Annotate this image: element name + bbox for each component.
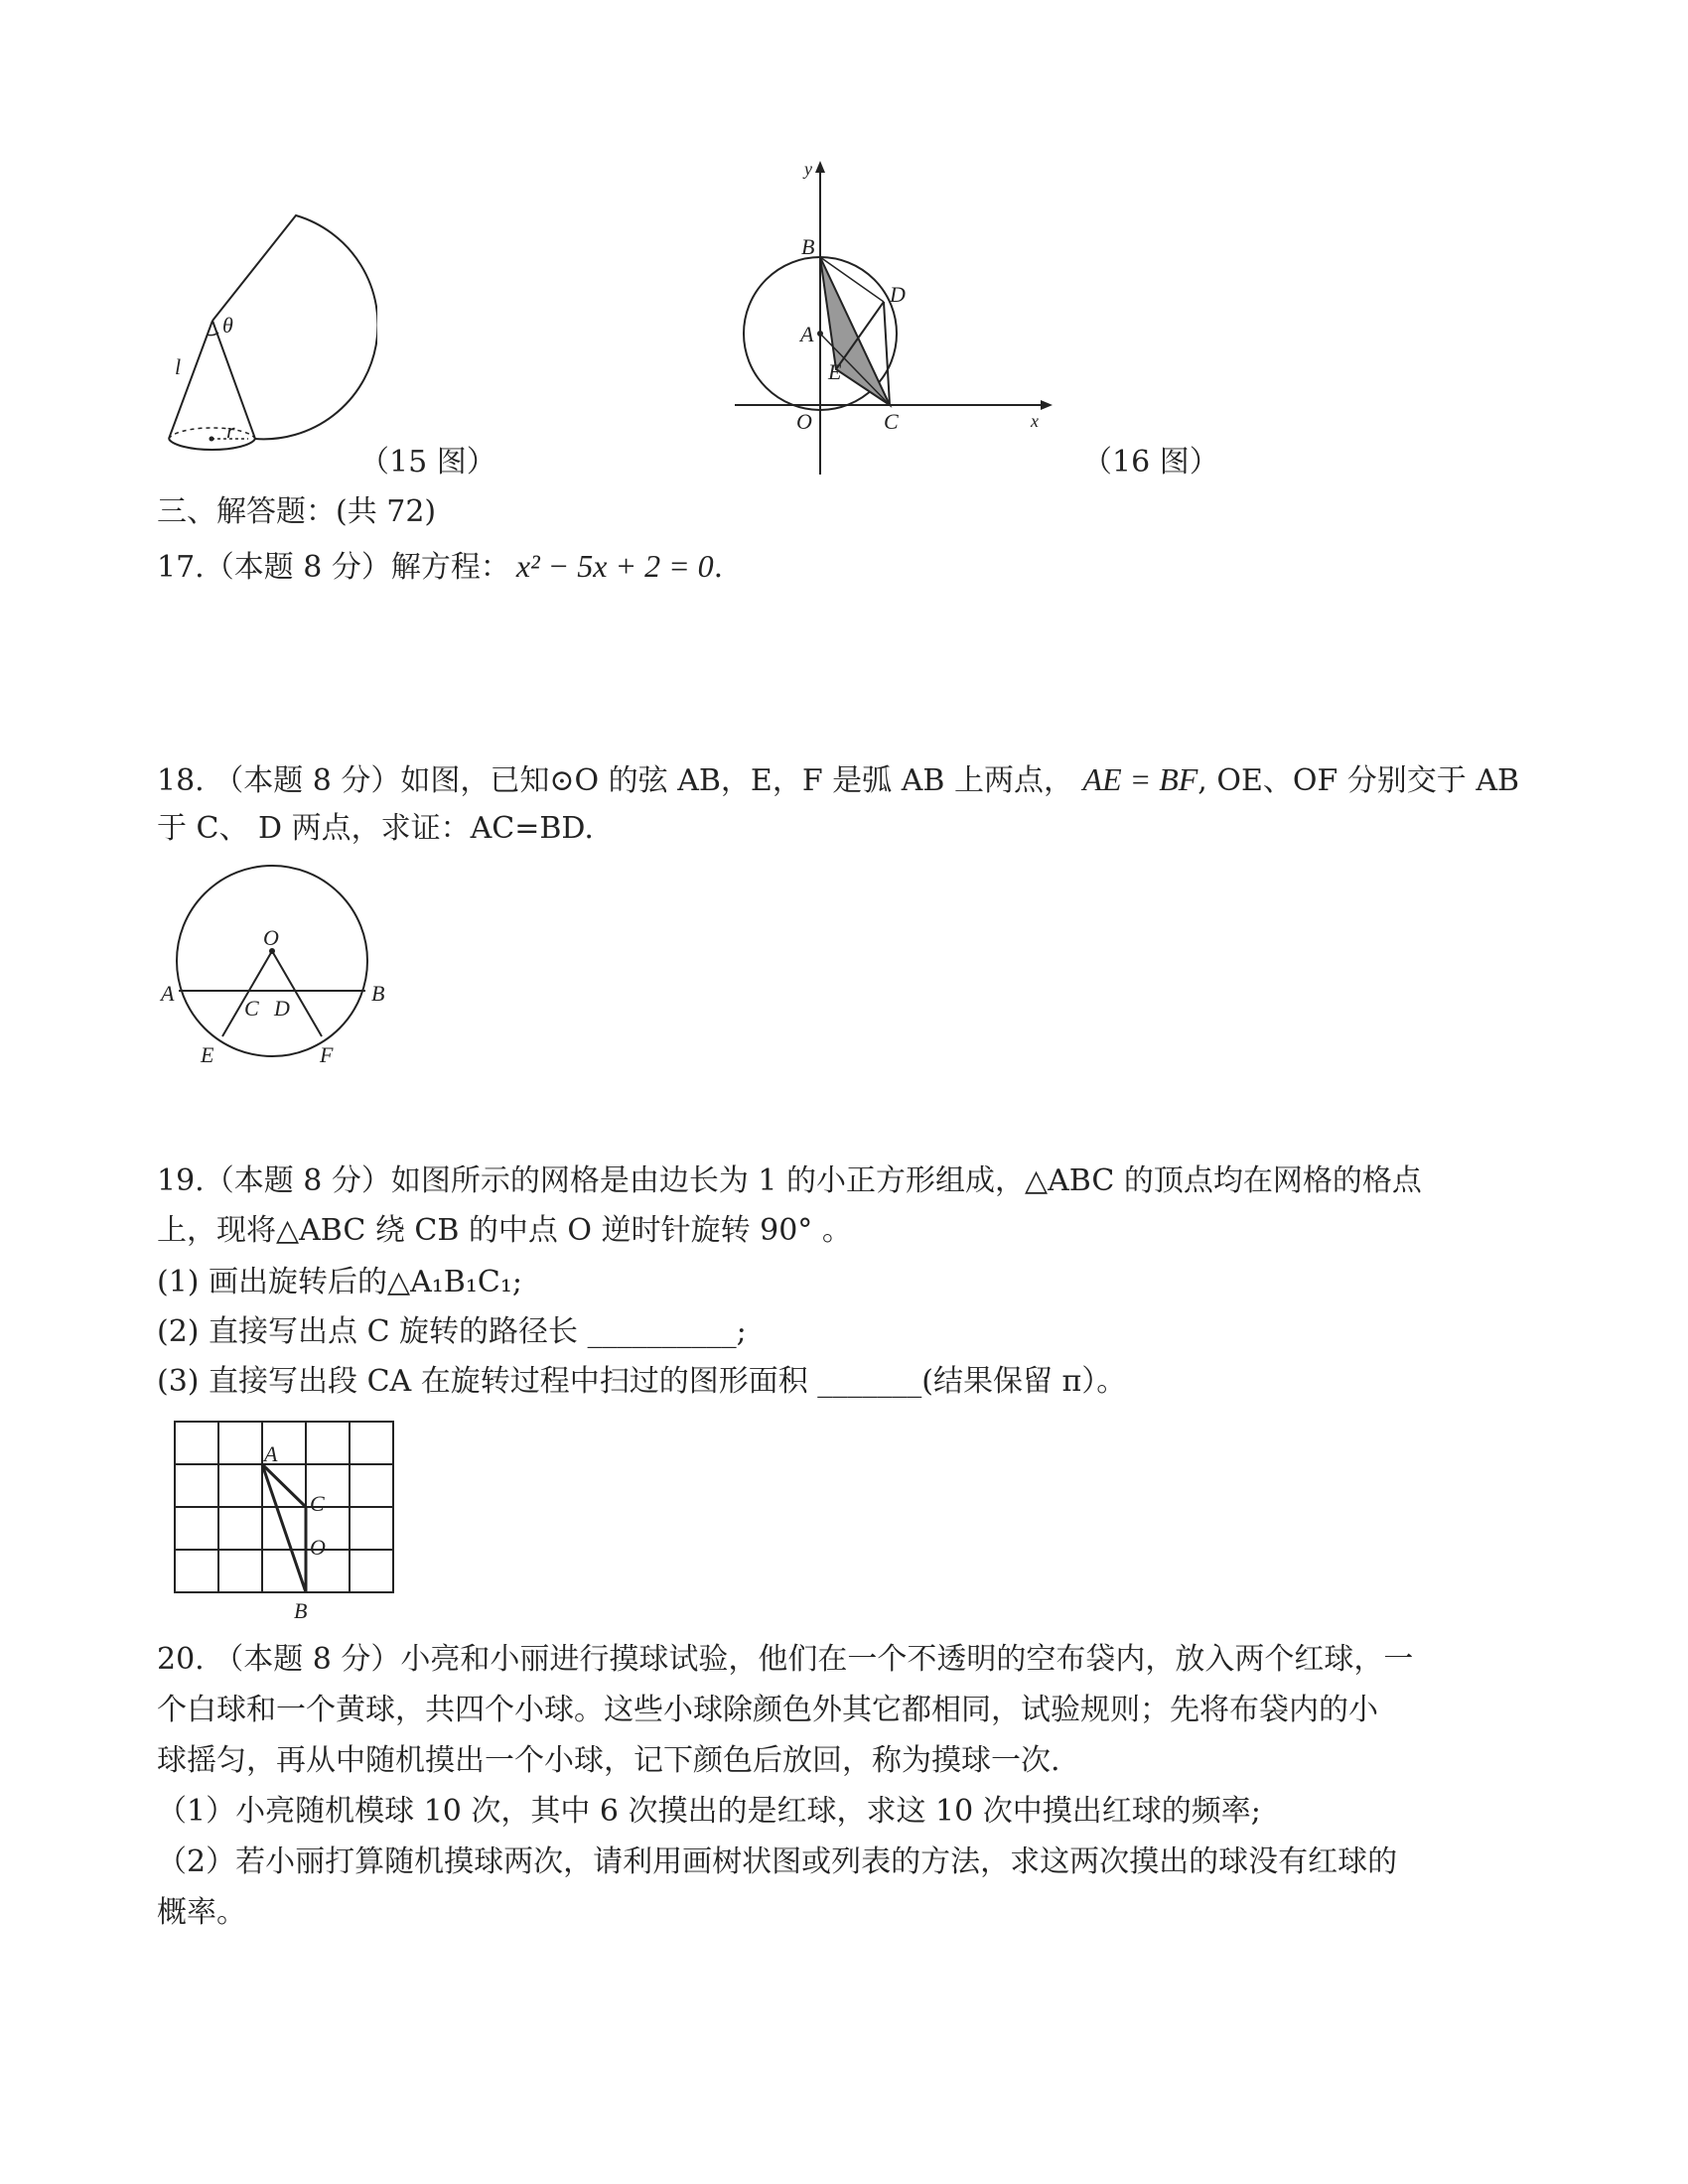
label-E: E	[828, 359, 842, 384]
question-20-item3: 概率。	[157, 1895, 246, 1930]
label-D: D	[890, 282, 906, 307]
question-20-item2: （2）若小丽打算随机摸球两次，请利用画树状图或列表的方法，求这两次摸出的球没有红球的	[157, 1844, 1398, 1879]
label-C: C	[310, 1491, 325, 1516]
question-20-item1: （1）小亮随机模球 10 次，其中 6 次摸出的是红球，求这 10 次中摸出红球的频率;	[157, 1794, 1261, 1829]
label-D: D	[274, 996, 290, 1021]
label-A: A	[161, 981, 175, 1006]
label-A: A	[800, 322, 814, 346]
label-F: F	[320, 1042, 334, 1067]
question-19-item1: (1) 画出旋转后的△A₁B₁C₁;	[157, 1265, 522, 1299]
figure-19-grid	[167, 1410, 405, 1628]
q18-line1b: , OE、OF 分别交于 AB	[1197, 763, 1520, 798]
question-18-line1	[157, 759, 1519, 801]
question-19-line2: 上，现将△ABC 绕 CB 的中点 O 逆时针旋转 90° 。	[157, 1213, 852, 1248]
label-r: r	[226, 418, 235, 443]
figure-16-caption: （16 图）	[1082, 445, 1219, 479]
label-C: C	[884, 409, 899, 434]
label-C: C	[244, 996, 259, 1021]
question-19-item2: (2) 直接写出点 C 旋转的路径长 __________;	[157, 1314, 747, 1349]
figure-15-cone	[149, 204, 377, 472]
label-E: E	[201, 1042, 214, 1067]
label-O: O	[310, 1535, 326, 1560]
figure-18-circle	[159, 862, 397, 1080]
label-O: O	[796, 409, 812, 434]
label-A: A	[264, 1441, 278, 1466]
question-17	[157, 546, 723, 588]
q17-prefix: 17.（本题 8 分）解方程：	[157, 550, 510, 585]
label-l: l	[175, 354, 182, 379]
q17-suffix: .	[713, 550, 724, 585]
question-18-line2: 于 C、 D 两点，求证：AC=BD.	[157, 811, 594, 846]
label-B: B	[294, 1598, 308, 1623]
label-theta: θ	[222, 313, 233, 338]
label-y: y	[804, 159, 812, 179]
question-20-line2: 个白球和一个黄球，共四个小球。这些小球除颜色外其它都相同，试验规则；先将布袋内的小	[157, 1693, 1378, 1727]
label-O: O	[263, 925, 279, 950]
q18-line1a: 18. （本题 8 分）如图，已知⊙O 的弦 AB，E，F 是弧 AB 上两点，	[157, 763, 1073, 798]
label-B: B	[801, 234, 815, 259]
figure-15-caption: （15 图）	[359, 445, 496, 479]
q17-equation: x² − 5x + 2 = 0	[515, 548, 714, 584]
label-B: B	[371, 981, 385, 1006]
figure-16-coordinate	[725, 159, 1062, 477]
question-19-line1: 19.（本题 8 分）如图所示的网格是由边长为 1 的小正方形组成，△ABC 的顶点均在网格的格点	[157, 1163, 1422, 1198]
label-x: x	[1031, 411, 1039, 431]
section-title: 三、解答题：(共 72)	[157, 494, 437, 529]
question-20-line1: 20. （本题 8 分）小亮和小丽进行摸球试验，他们在一个不透明的空布袋内，放入两个红球，一	[157, 1642, 1414, 1677]
q18-arc-equation: AE = BF	[1082, 761, 1198, 797]
question-19-item3: (3) 直接写出段 CA 在旋转过程中扫过的图形面积 _______(结果保留 π）。	[157, 1364, 1127, 1399]
question-20-line3: 球摇匀，再从中随机摸出一个小球，记下颜色后放回，称为摸球一次.	[157, 1743, 1060, 1778]
